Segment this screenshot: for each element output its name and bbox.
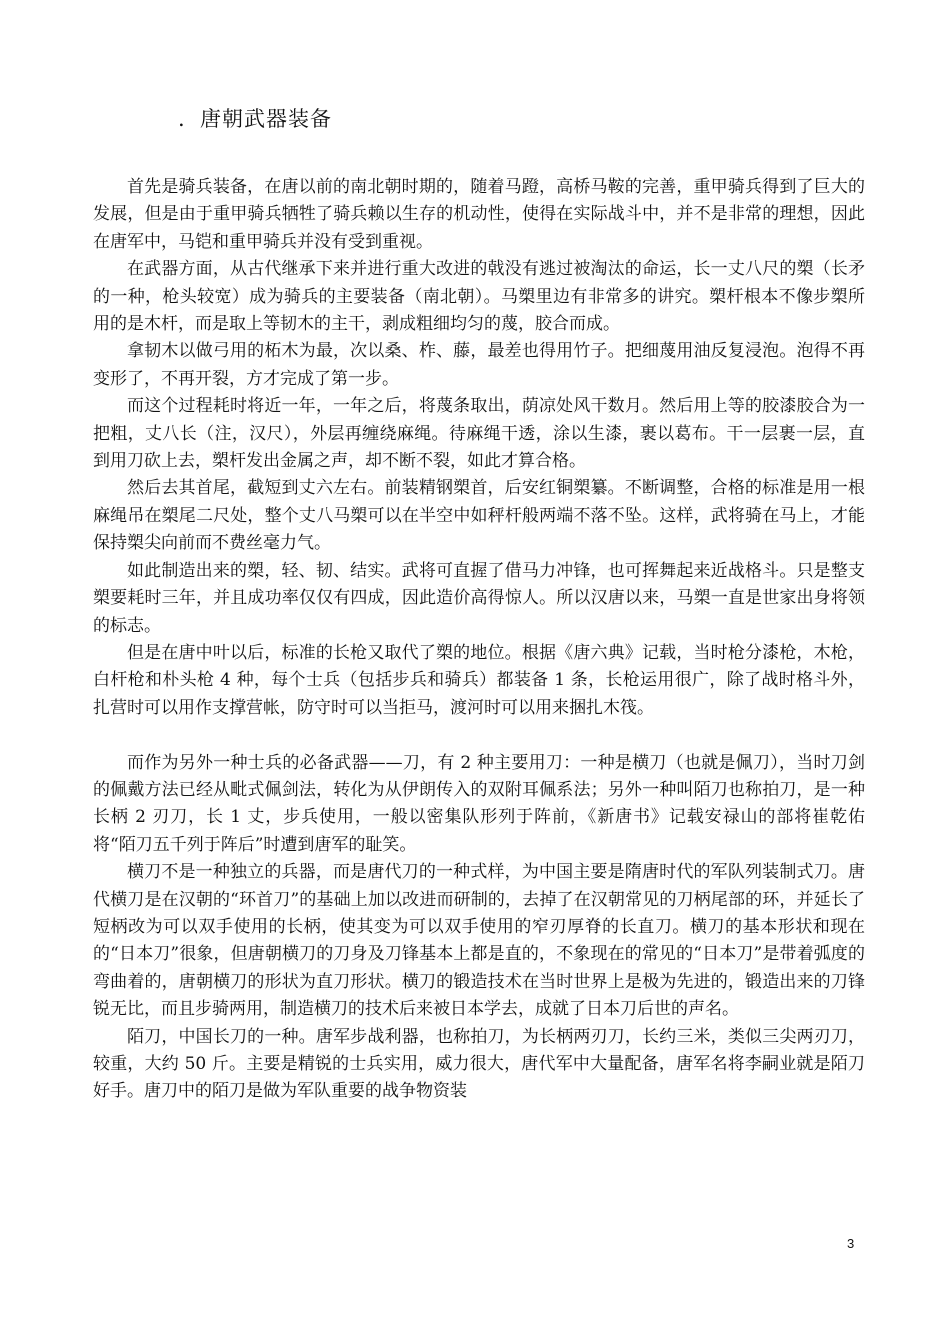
page-number: 3 [847,1236,855,1251]
paragraph-modao: 陌刀，中国长刀的一种。唐军步战利器，也称拍刀，为长柄两刃刀，长约三米，类似三尖两刃刀，较重，大约 50 斤。主要是精锐的士兵实用，威力很大，唐代军中大量配备，唐军名将李嗣业就是陌刀好手。唐刀中的陌刀是做为军队重要的战争物资装 [93,1026,865,1102]
paragraph-gap [93,722,865,749]
paragraph-hengdao: 横刀不是一种独立的兵器，而是唐代刀的一种式样，为中国主要是隋唐时代的军队列装制式刀。唐代横刀是在汉朝的“环首刀”的基础上加以改进而研制的，去掉了在汉朝常见的刀柄尾部的环，并延长了短柄改为可以双手使用的长柄，使其变为可以双手使用的窄刃厚脊的长直刀。横刀的基本形状和现在的“日本刀”很象，但唐朝横刀的刀身及刀锋基本上都是直的，不象现在的常见的“日本刀”是带着弧度的弯曲着的，唐朝横刀的形状为直刀形状。横刀的锻造技术在当时世界上是极为先进的，锻造出来的刀锋锐无比，而且步骑两用，制造横刀的技术后来被日本学去，成就了日本刀后世的声名。 [93,862,865,1020]
paragraph-sabers: 而作为另外一种士兵的必备武器——刀，有 2 种主要用刀：一种是横刀（也就是佩刀），当时刀剑的佩戴方法已经从毗式佩剑法，转化为从伊朗传入的双附耳佩系法；另外一种叫陌刀也称拍刀，是一种长柄 2 刃刀，长 1 丈，步兵使用，一般以密集队形列于阵前，《新唐书》记载安禄山的部将崔乾佑将“陌刀五千列于阵后”时遭到唐军的耻笑。 [93,752,865,855]
heading-title: 唐朝武器装备 [200,107,332,131]
body-text [93,174,865,1106]
paragraph-long-spear: 但是在唐中叶以后，标准的长枪又取代了槊的地位。根据《唐六典》记载，当时枪分漆枪，木枪，白杆枪和朴头枪 4 种，每个士兵（包括步兵和骑兵）都装备 1 条，长枪运用很广，除了战时格斗外，扎营时可以用作支撑营帐，防守时可以当拒马，渡河时可以用来捆扎木筏。 [93,642,865,718]
paragraph-process-year: 而这个过程耗时将近一年，一年之后，将蔑条取出，荫凉处风干数月。然后用上等的胶漆胶合为一把粗，丈八长（注，汉尺），外层再缠绕麻绳。待麻绳干透，涂以生漆，裹以葛布。干一层裹一层，直到用刀砍上去，槊杆发出金属之声，却不断不裂，如此才算合格。 [93,396,865,472]
paragraph-cavalry-equipment: 首先是骑兵装备，在唐以前的南北朝时期的，随着马蹬，高桥马鞍的完善，重甲骑兵得到了巨大的发展，但是由于重甲骑兵牺牲了骑兵赖以生存的机动性，使得在实际战斗中，并不是非常的理想，因此在唐军中，马铠和重甲骑兵并没有受到重视。 [93,177,865,252]
paragraph-trimming: 然后去其首尾，截短到丈六左右。前装精钢槊首，后安红铜槊纂。不断调整，合格的标准是用一根麻绳吊在槊尾二尺处，整个丈八马槊可以在半空中如秤杆般两端不落不坠。这样，武将骑在马上，才能保持槊尖向前而不费丝毫力气。 [93,478,865,554]
paragraph-weapons-shuo: 在武器方面，从古代继承下来并进行重大改进的戟没有逃过被淘汰的命运，长一丈八尺的槊（长矛的一种，枪头较宽）成为骑兵的主要装备（南北朝）。马槊里边有非常多的讲究。槊杆根本不像步槊所用的是木杆，而是取上等韧木的主干，剥成粗细均匀的蔑，胶合而成。 [93,259,865,335]
paragraph-tough-wood: 拿韧木以做弓用的柘木为最，次以桑、柞、藤，最差也得用竹子。把细蔑用油反复浸泡。泡得不再变形了，不再开裂，方才完成了第一步。 [93,341,865,389]
heading-marker: . [178,107,186,131]
section-heading [178,104,332,134]
paragraph-finished-shuo: 如此制造出来的槊，轻、韧、结实。武将可直握了借马力冲锋，也可挥舞起来近战格斗。只是整支槊要耗时三年，并且成功率仅仅有四成，因此造价高得惊人。所以汉唐以来，马槊一直是世家出身将领的标志。 [93,560,865,636]
